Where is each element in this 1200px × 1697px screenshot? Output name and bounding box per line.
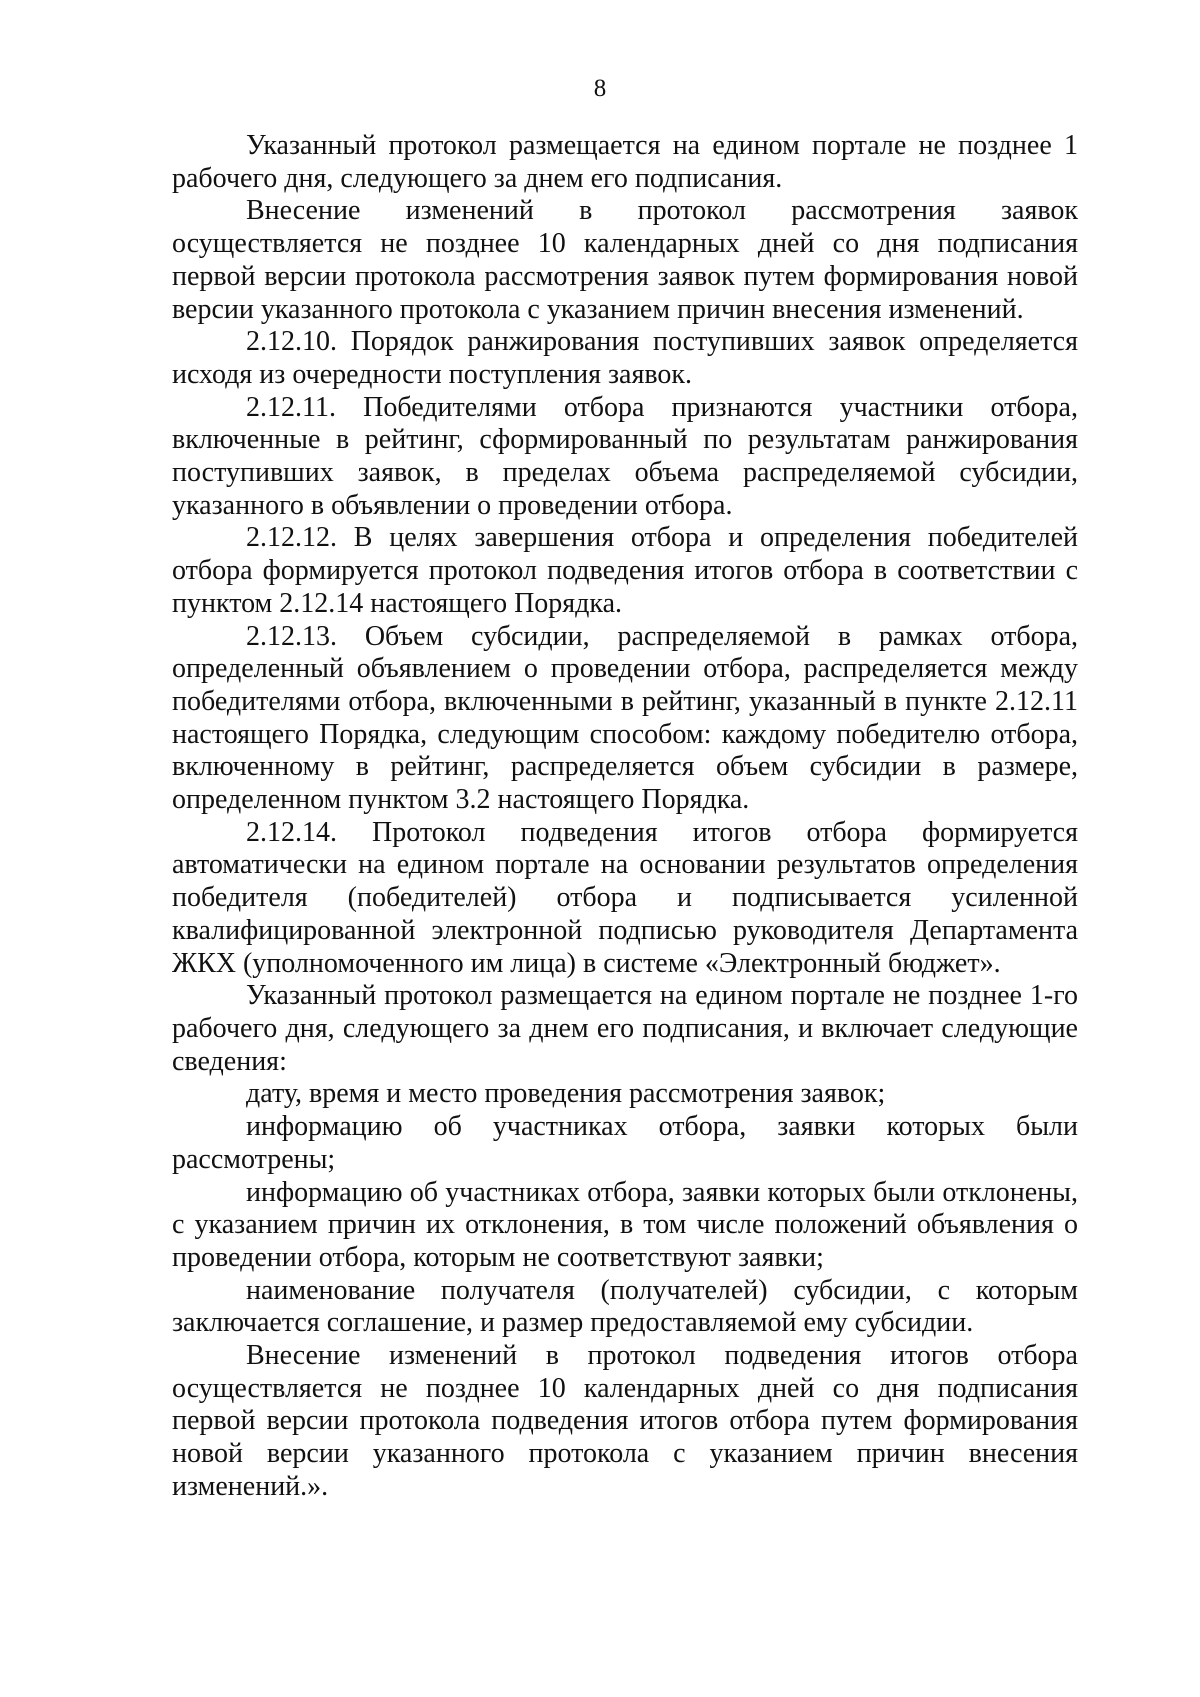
paragraph-review-protocol-changes: Внесение изменений в протокол рассмотрения заявок осуществляется не позднее 10 календарных дней со дня подписания первой версии протокола рассмотрения заявок путем формирования новой версии указанного протокола с указанием причин внесения изменений. xyxy=(172,195,1078,325)
paragraph-2-12-10: 2.12.10. Порядок ранжирования поступивших заявок определяется исходя из очередности поступления заявок. xyxy=(172,326,1078,390)
document-body xyxy=(172,130,1078,1504)
paragraph-2-12-12: 2.12.12. В целях завершения отбора и определения победителей отбора формируется протокол подведения итогов отбора в соответствии с пунктом 2.12.14 настоящего Порядка. xyxy=(172,522,1078,619)
list-item-rejected-participants: информацию об участниках отбора, заявки которых были отклонены, с указанием причин их отклонения, в том числе положений объявления о проведении отбора, которым не соответствуют заявки; xyxy=(172,1176,1078,1273)
paragraph-results-protocol-posting: Указанный протокол размещается на едином портале не позднее 1-го рабочего дня, следующего за днем его подписания, и включает следующие сведения: xyxy=(172,980,1078,1077)
paragraph-protocol-posting: Указанный протокол размещается на едином портале не позднее 1 рабочего дня, следующего за днем его подписания. xyxy=(172,130,1078,194)
list-item-reviewed-participants: информацию об участниках отбора, заявки которых были рассмотрены; xyxy=(172,1111,1078,1175)
paragraph-results-protocol-changes: Внесение изменений в протокол подведения итогов отбора осуществляется не позднее 10 календарных дней со дня подписания первой версии протокола подведения итогов отбора путем формирования новой версии указанного протокола с указанием причин внесения изменений.». xyxy=(172,1340,1078,1502)
paragraph-2-12-11: 2.12.11. Победителями отбора признаются участники отбора, включенные в рейтинг, сформированный по результатам ранжирования поступивших заявок, в пределах объема распределяемой субсидии, указанного в объявлении о проведении отбора. xyxy=(172,391,1078,521)
paragraph-2-12-13: 2.12.13. Объем субсидии, распределяемой в рамках отбора, определенный объявлением о проведении отбора, распределяется между победителями отбора, включенными в рейтинг, указанный в пункте 2.12.11 настоящего Порядка, следующим способом: каждому победителю отбора, включенному в рейтинг, распределяется объем субсидии в размере, определенном пунктом 3.2 настоящего Порядка. xyxy=(172,620,1078,816)
list-item-review-date: дату, время и место проведения рассмотрения заявок; xyxy=(246,1078,886,1110)
list-item-recipient-name: наименование получателя (получателей) субсидии, с которым заключается соглашение, и размер предоставляемой ему субсидии. xyxy=(172,1274,1078,1339)
paragraph-2-12-14: 2.12.14. Протокол подведения итогов отбора формируется автоматически на едином портале на основании результатов определения победителя (победителей) отбора и подписывается усиленной квалифицированной электронной подписью руководителя Департамента ЖКХ (уполномоченного им лица) в системе «Электронный бюджет». xyxy=(172,816,1078,979)
page-number: 8 xyxy=(593,75,607,102)
